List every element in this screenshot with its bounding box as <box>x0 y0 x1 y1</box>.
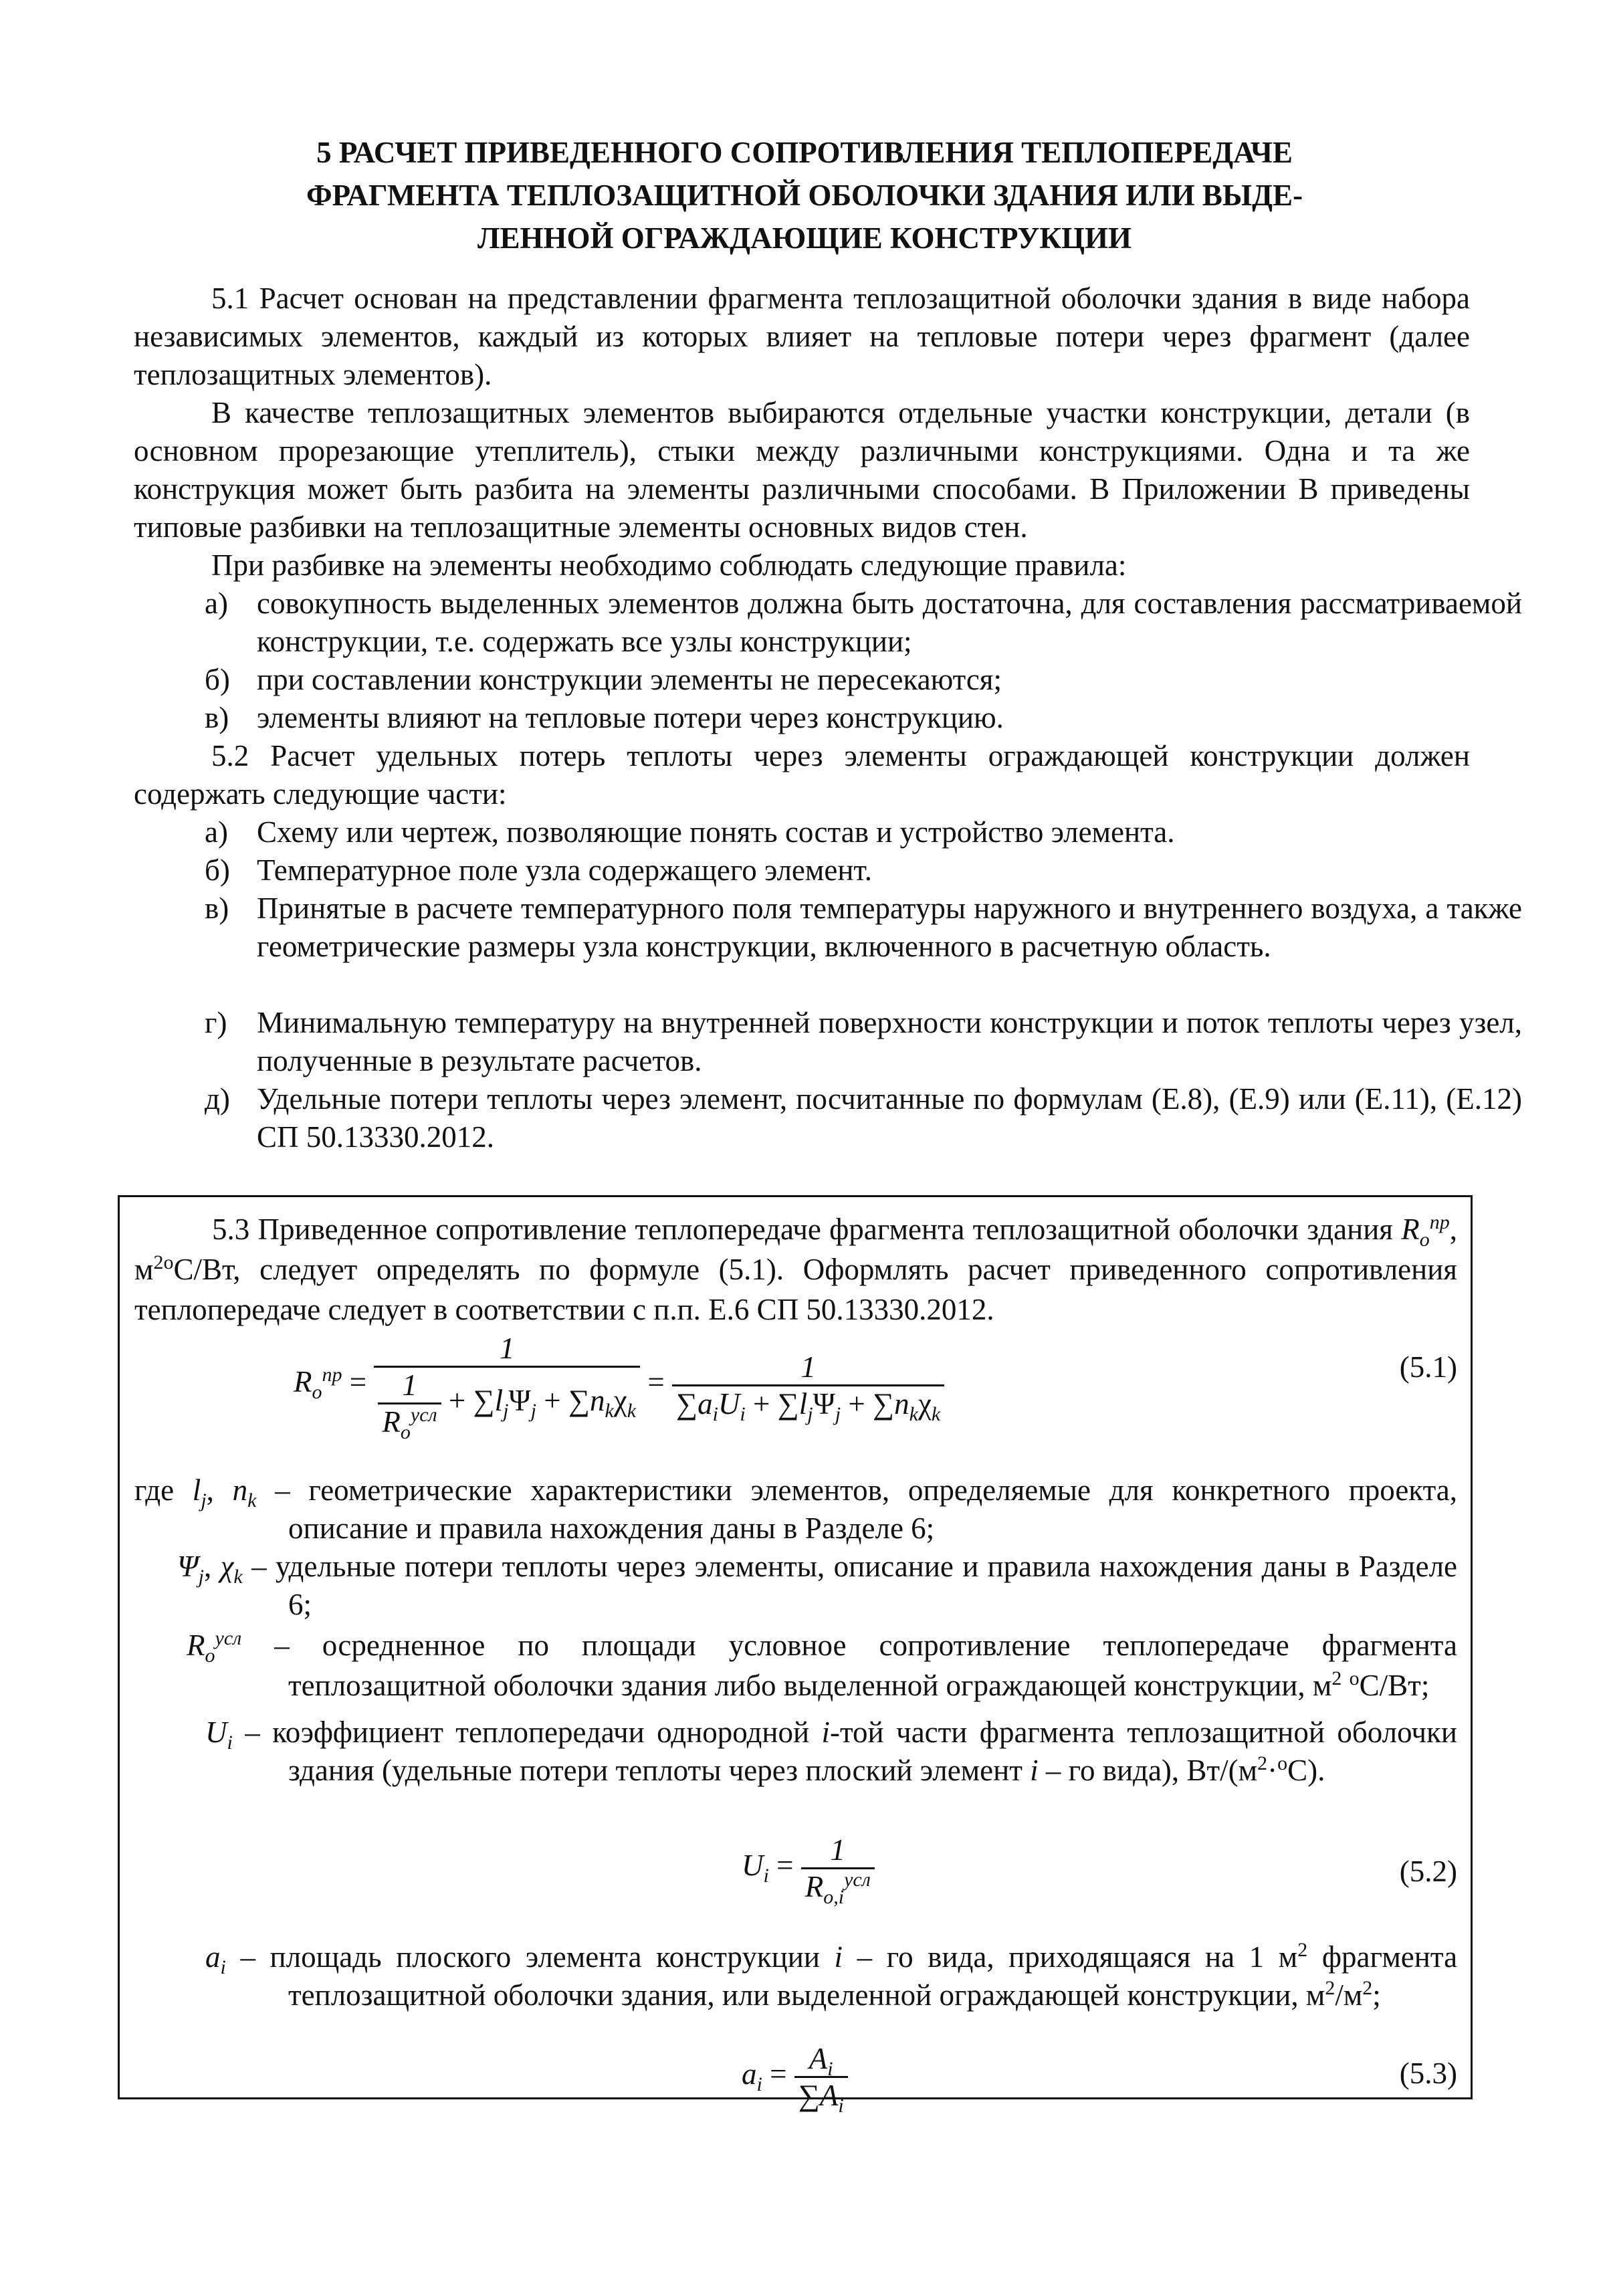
section-5-3-box <box>118 1195 1473 2117</box>
equation-number-5-2: (5.2) <box>1399 1855 1457 1888</box>
list-item <box>205 890 1522 966</box>
section-title <box>118 131 1491 259</box>
superscript-2: 2 <box>153 1251 164 1273</box>
numerator: 1 <box>801 1833 875 1869</box>
list-item <box>205 1004 1522 1080</box>
definition-psi-chi: $\Psi_j$, $\chi_k$ – удельные потери теплоты через элементы, описание и правила нахождения даны в Разделе 6; <box>177 1550 1458 1621</box>
definition-a-text-4: /м <box>1335 1978 1363 2012</box>
list-marker: г) <box>205 1006 227 1039</box>
definition-r-text: – осредненное по площади условное сопротивление теплопередаче фрагмента теплозащитной оболочки здания либо выделенной ограждающей конструкции, м <box>274 1629 1457 1702</box>
definition-a-text-1: – площадь плоского элемента конструкции <box>240 1940 820 1974</box>
superscript-2: 2 <box>1297 1939 1308 1961</box>
numerator: 1 <box>374 1331 640 1368</box>
r-reduced-symbol: $R_o^{пр}$ <box>1401 1211 1450 1251</box>
superscript-o: о <box>163 1251 174 1273</box>
list-text: элементы влияют на тепловые потери через конструкцию. <box>257 701 1004 734</box>
definition-u-text-3: – го вида), Вт/(м <box>1045 1754 1258 1787</box>
list-text: Температурное поле узла содержащего элемент. <box>257 853 872 887</box>
definition-u: $U_i$ – коэффициент теплопередачи однородной i-той части фрагмента теплозащитной оболочки здания (удельные потери теплоты через плоский элемент i – го вида), $Вт/(м^2\cdot^оС)$. <box>205 1715 1458 1787</box>
list-text: совокупность выделенных элементов должна быть достаточна, для составления рассматриваемой конструкции, т.е. содержать все узлы конструкции; <box>257 587 1522 658</box>
list-marker: а) <box>205 815 228 849</box>
formula-5-2: $U_i$ = $\frac{1}{R_{o,i}^{усл}}$ <box>742 1833 875 1904</box>
superscript-2: 2 <box>1325 1977 1335 1999</box>
definition-r-end: С/Вт; <box>1359 1669 1430 1702</box>
paragraph-5-3 <box>134 1209 1457 1330</box>
definition-where: где <box>134 1473 175 1507</box>
title-line-3: ЛЕННОЙ ОГРАЖДАЮЩИЕ КОНСТРУКЦИИ <box>477 221 1132 255</box>
list-item <box>205 585 1522 661</box>
title-line-2: ФРАГМЕНТА ТЕПЛОЗАЩИТНОЙ ОБОЛОЧКИ ЗДАНИЯ ИЛИ ВЫДЕ- <box>306 179 1303 212</box>
formula-5-3: $a_i$ = $\frac{A_i}{\sum A_i}$ <box>742 2041 848 2113</box>
definition-a-text-2: – го вида, приходящаяся на 1 м <box>857 1940 1298 1974</box>
list-item <box>205 661 1522 699</box>
superscript-o: о <box>1349 1667 1360 1689</box>
superscript-2: 2 <box>1331 1667 1342 1689</box>
list-marker: б) <box>205 663 230 696</box>
numerator: 1 <box>672 1350 944 1386</box>
equation-number-5-3: (5.3) <box>1399 2057 1457 2090</box>
definition-u-text-4: С). <box>1287 1754 1325 1787</box>
definition-l-n-text: – геометрические характеристики элементов, определяемые для конкретного проекта, описание и правила нахождения даны в Разделе 6; <box>275 1473 1458 1545</box>
list-marker: б) <box>205 853 230 887</box>
superscript-2: 2 <box>1257 1752 1268 1774</box>
equation-number-5-1: (5.1) <box>1399 1350 1457 1384</box>
list-marker: в) <box>205 892 229 925</box>
numerator: 1 <box>378 1368 441 1404</box>
definition-a: $a_i$ – площадь плоского элемента конструкции i – го вида, приходящаяся на 1 $м^2$ фрагмента теплозащитной оболочки здания, или выделенной ограждающей конструкции, $м^2/м^2$; <box>205 1939 1458 2012</box>
list-text: Схему или чертеж, позволяющие понять состав и устройство элемента. <box>257 815 1175 849</box>
list-item <box>205 1080 1522 1156</box>
formula-5-1-frac-1: 1 $\frac{1}{R_o^{усл}}$ + $\sum l_j\Psi_j + \sum n_k\chi_k$ <box>374 1331 640 1439</box>
formula-5-1-frac-2: $\frac{1}{\sum a_iU_i + \sum l_j\Psi_j + \sum n_k\chi_k}$ <box>672 1350 944 1421</box>
definition-a-text-5: ; <box>1372 1978 1381 2012</box>
definition-a-text-3: фрагмента теплозащитной оболочки здания, или выделенной ограждающей конструкции, м <box>288 1940 1458 2012</box>
list-marker: в) <box>205 701 229 734</box>
definition-u-text-1: – коэффициент теплопередачи однородной <box>245 1715 810 1749</box>
paragraph-5-3-part-2: , м <box>134 1213 1458 1286</box>
paragraph-5-2: 5.2 Расчет удельных потерь теплоты через элементы ограждающей конструкции должен содержать следующие части: <box>134 739 1470 811</box>
definition-psi-chi-text: – удельные потери теплоты через элементы, описание и правила нахождения даны в Разделе 6; <box>251 1550 1458 1621</box>
list-marker: а) <box>205 587 228 620</box>
list-marker: д) <box>205 1082 230 1116</box>
list-text: Принятые в расчете температурного поля температуры наружного и внутреннего воздуха, а также геометрические размеры узла конструкции, включенного в расчетную область. <box>257 892 1522 963</box>
list-text: Минимальную температуру на внутренней поверхности конструкции и поток теплоты через узел, полученные в результате расчетов. <box>257 1006 1522 1077</box>
definition-r-conditional: $R_o^{усл}$ – осредненное по площади условное сопротивление теплопередаче фрагмента теплозащитной оболочки здания либо выделенной ограждающей конструкции, $м^2$ $^о$С/Вт; <box>187 1627 1457 1702</box>
list-text: Удельные потери теплоты через элемент, посчитанные по формулам (Е.8), (Е.9) или (Е.11), (Е.12) СП 50.13330.2012. <box>257 1082 1522 1154</box>
list-item <box>205 699 1522 737</box>
list-item <box>205 813 1522 851</box>
definition-l-n: где $l_j$, $n_k$ – геометрические характеристики элементов, определяемые для конкретного проекта, описание и правила нахождения даны в Разделе 6; <box>134 1473 1458 1545</box>
definition-u-text-2: -той части фрагмента теплозащитной оболочки здания (удельные потери теплоты через плоский элемент <box>288 1715 1458 1787</box>
list-item <box>205 851 1522 890</box>
list-text: при составлении конструкции элементы не пересекаются; <box>257 663 1002 696</box>
paragraph-5-3-part-1: 5.3 Приведенное сопротивление теплопередаче фрагмента теплозащитной оболочки здания <box>212 1213 1393 1246</box>
paragraph-5-1-elements: В качестве теплозащитных элементов выбираются отдельные участки конструкции, детали (в основном прорезающие утеплитель), стыки между различными конструкциями. Одна и та же конструкция может быть разбита на элементы различными способами. В Приложении В приведены типовые разбивки на теплозащитные элементы основных видов стен. <box>134 396 1470 544</box>
superscript-o: о <box>1277 1752 1288 1774</box>
superscript-2: 2 <box>1362 1977 1373 1999</box>
paragraph-5-1-rules: При разбивке на элементы необходимо соблюдать следующие правила: <box>211 548 1127 582</box>
paragraph-5-3-part-3: С/Вт, следует определять по формуле (5.1). Оформлять расчет приведенного сопротивления теплопередаче следует в соответствии с п.п. Е.6 СП 50.13330.2012. <box>134 1253 1457 1326</box>
formula-5-1: $R_o^{пр}$ = 1 $\frac{1}{R_o^{усл}}$ + $\sum l_j\Psi_j + \sum n_k\chi_k$ = $\frac{1}{\sum a_iU_i + \sum l_j\Psi_j + \sum n_k\chi_k}$ <box>294 1331 944 1439</box>
title-line-1: 5 РАСЧЕТ ПРИВЕДЕННОГО СОПРОТИВЛЕНИЯ ТЕПЛОПЕРЕДАЧЕ <box>316 136 1293 169</box>
paragraph-5-1: 5.1 Расчет основан на представлении фрагмента теплозащитной оболочки здания в виде набора независимых элементов, каждый из которых влияет на тепловые потери через фрагмент (далее теплозащитных элементов). <box>134 282 1470 391</box>
